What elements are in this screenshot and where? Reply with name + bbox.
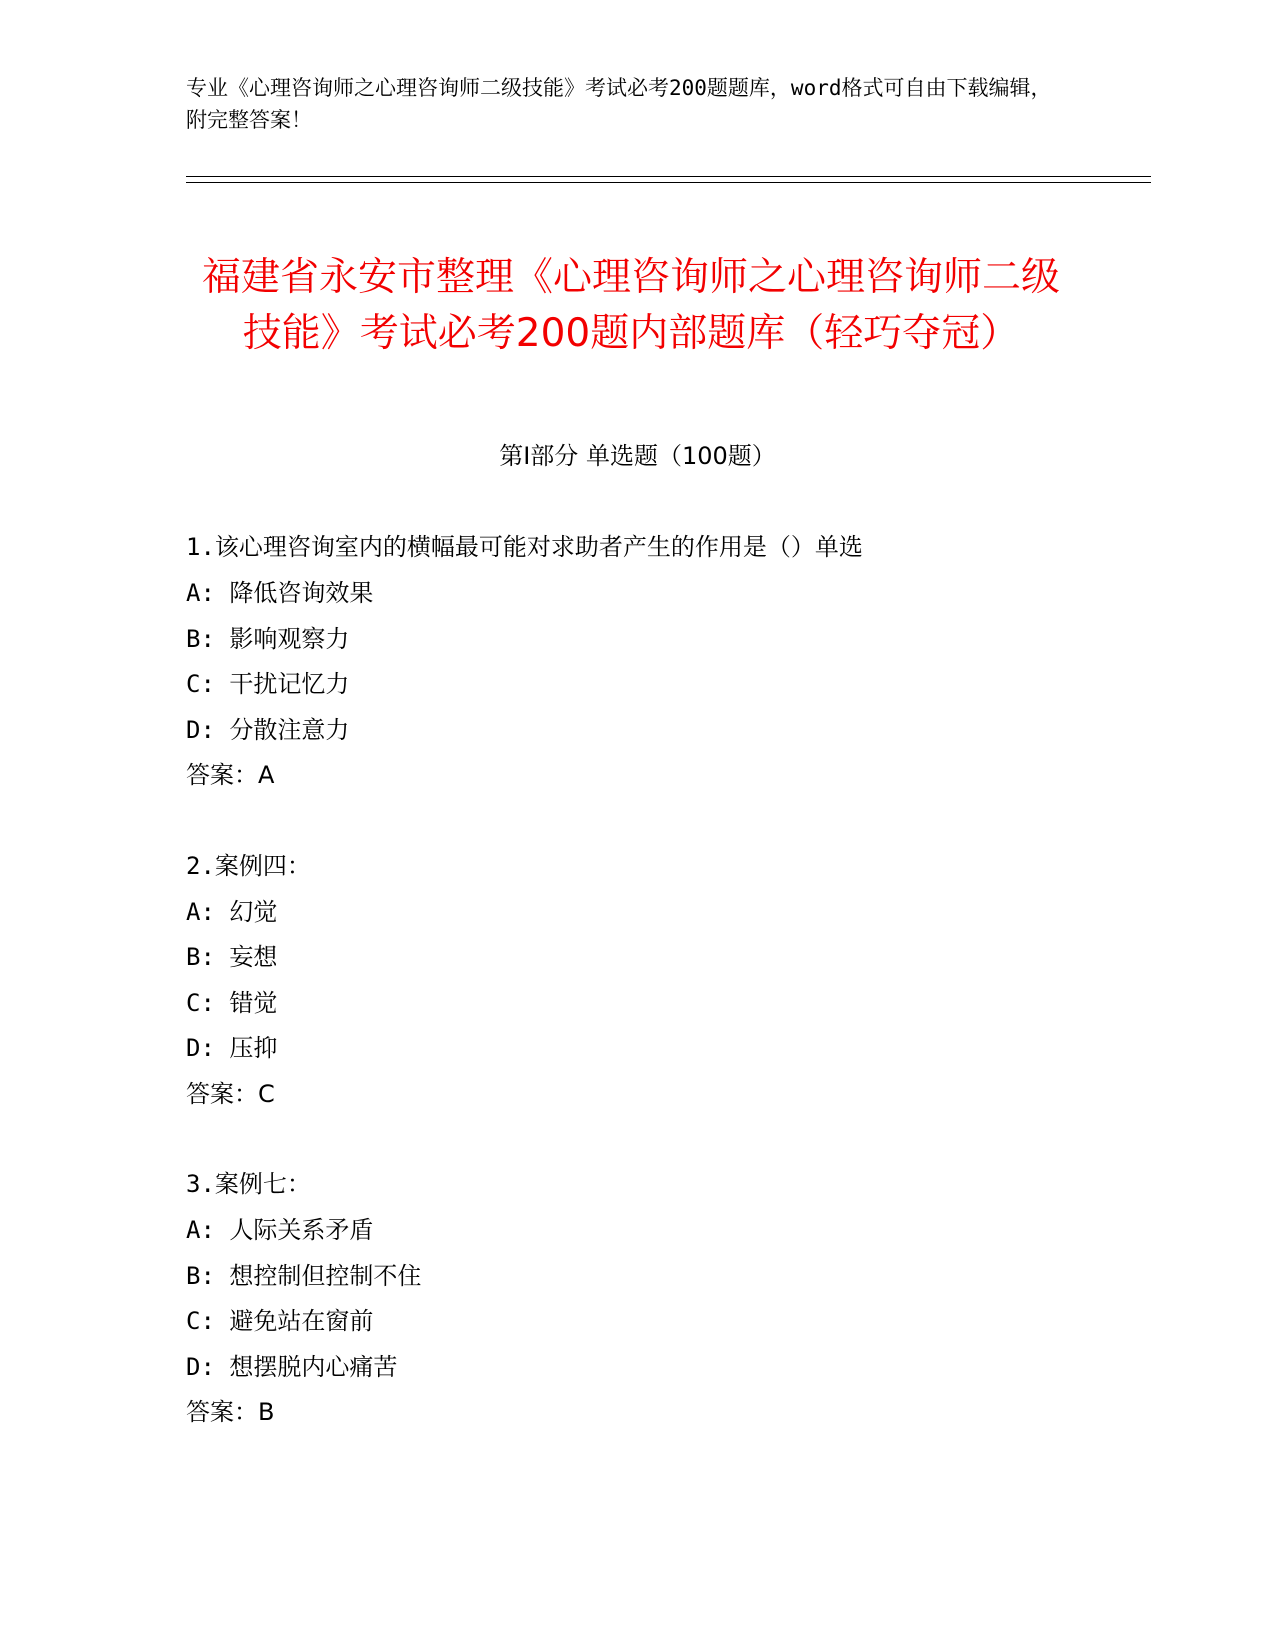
option-c: C: 干扰记忆力 <box>186 670 350 698</box>
option-d: D: 分散注意力 <box>186 715 350 744</box>
option-c: C: 避免站在窗前 <box>186 1307 374 1335</box>
header-divider-top <box>186 176 1151 177</box>
header-divider-bottom <box>186 182 1151 183</box>
question-3 <box>186 1162 1146 1436</box>
option-b: B: 影响观察力 <box>186 624 350 653</box>
question-1 <box>186 525 1146 799</box>
question-2 <box>186 844 1146 1118</box>
answer-line: 答案：C <box>186 1079 275 1108</box>
section-heading: 第Ⅰ部分 单选题（100题） <box>499 442 776 470</box>
question-stem: 2.案例四： <box>186 851 311 880</box>
header-note: 专业《心理咨询师之心理咨询师二级技能》考试必考200题题库，word格式可自由下载编辑，附完整答案！ <box>186 76 1052 132</box>
answer-line: 答案：B <box>186 1398 275 1426</box>
option-d: D: 想摆脱内心痛苦 <box>186 1352 398 1381</box>
option-a: A: 降低咨询效果 <box>186 579 374 607</box>
option-b: B: 想控制但控制不住 <box>186 1261 422 1290</box>
option-a: A: 人际关系矛盾 <box>186 1216 374 1244</box>
document-title: 福建省永安市整理《心理咨询师之心理咨询师二级技能》考试必考200题内部题库（轻巧夺冠） <box>201 255 1060 357</box>
answer-line: 答案：A <box>186 761 275 789</box>
question-stem: 1.该心理咨询室内的横幅最可能对求助者产生的作用是（）单选 <box>186 533 863 561</box>
option-b: B: 妄想 <box>186 943 278 971</box>
option-a: A: 幻觉 <box>186 897 278 926</box>
option-d: D: 压抑 <box>186 1034 278 1062</box>
option-c: C: 错觉 <box>186 988 278 1017</box>
question-stem: 3.案例七： <box>186 1170 311 1198</box>
question-list <box>186 525 1146 1481</box>
